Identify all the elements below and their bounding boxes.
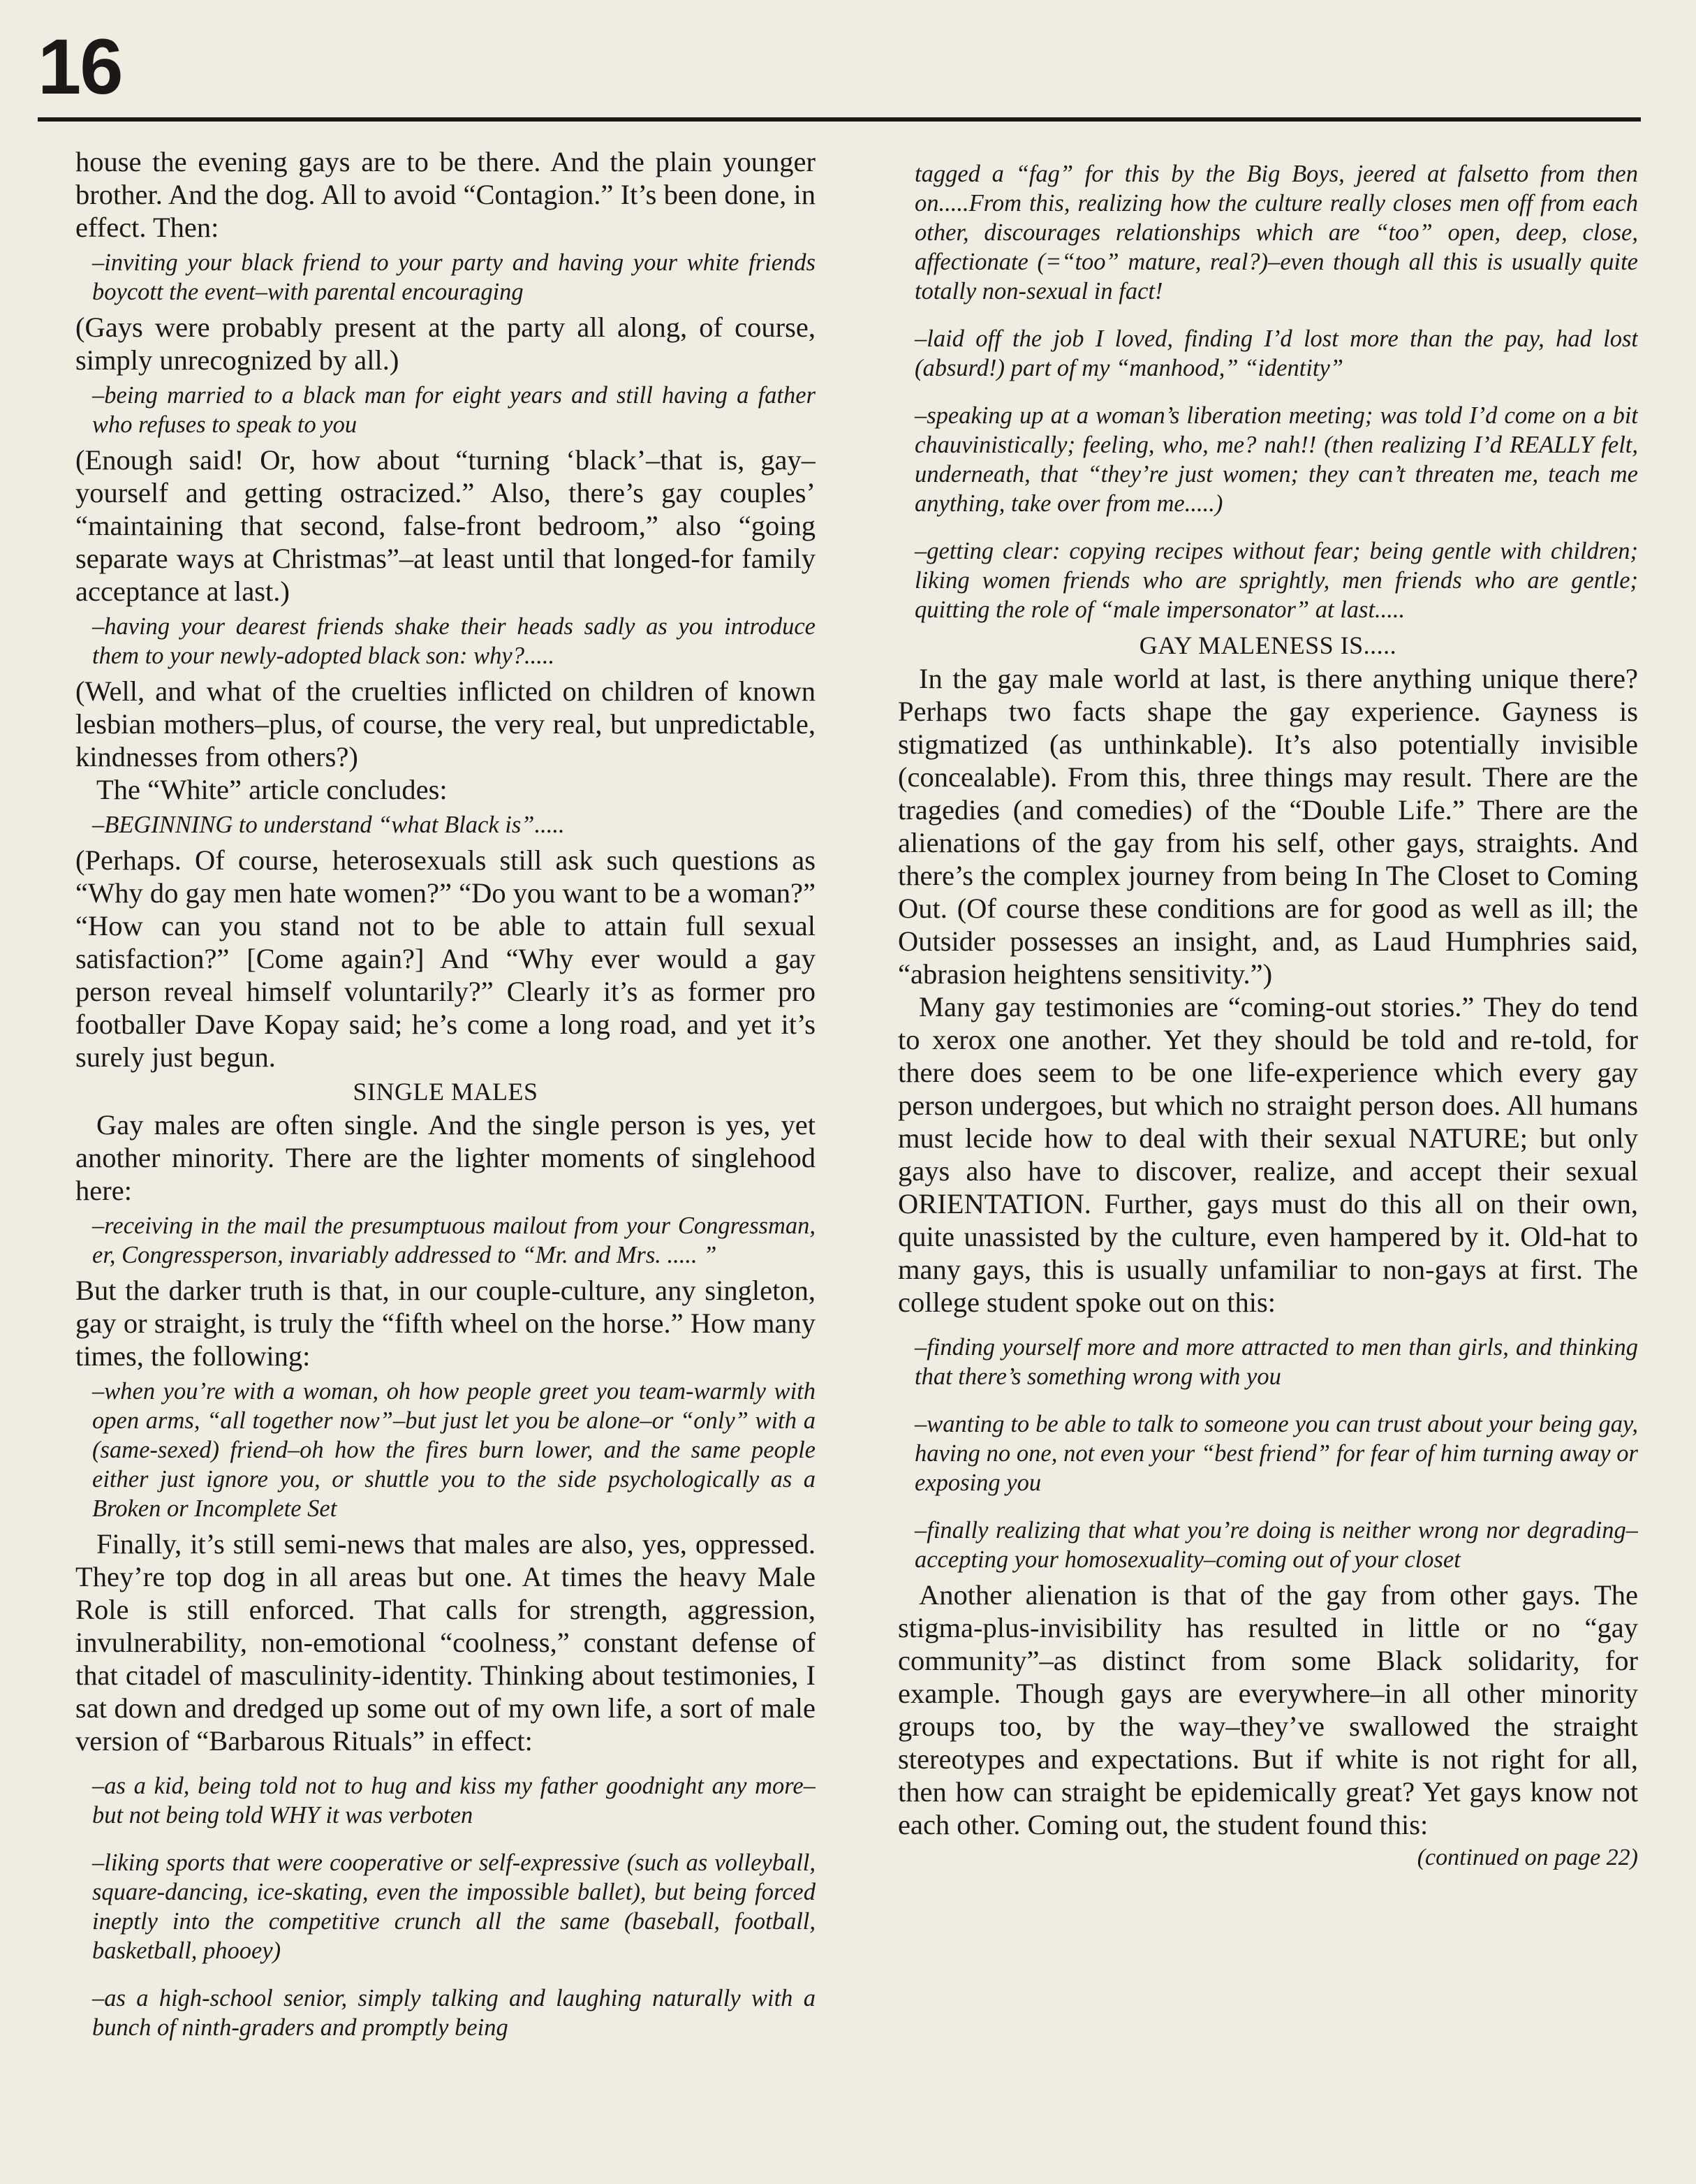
testimony-quote: –wanting to be able to talk to someone you can trust about your being gay, having no one, not even your “best friend” for fear of him turning away or exposing you (915, 1411, 1638, 1496)
testimony-quote: –as a kid, being told not to hug and kiss my father goodnight any more–but not being told WHY it was verboten (92, 1773, 816, 1828)
body-paragraph: Finally, it’s still semi-news that males are also, yes, oppressed. They’re top dog in all areas but one. At times the heavy Male Role is still enforced. That calls for strength, aggression, invulnerability, non-emotional “coolness,” constant defense of that citadel of masculinity-identity. Thinking about testimonies, I sat down and dredged up some out of my own life, a sort of male version of “Barbarous Rituals” in effect: (75, 1528, 816, 1757)
body-paragraph: (Enough said! Or, how about “turning ‘black’–that is, gay–yourself and getting ostracized.” Also, there’s gay couples’ “maintaining that second, false-front bedroom,” also “going separate ways at Christmas”–at least until that longed-for family acceptance at last.) (75, 444, 816, 607)
testimony-quote: tagged a “fag” for this by the Big Boys, jeered at falsetto from then on.....From this, realizing how the culture really closes men off from each other, discourages relationships which are “too” open, deep, close, affectionate (=“too” mature, real?)–even though all this is usually quite totally non-sexual in fact! (915, 161, 1638, 305)
testimony-quote: –liking sports that were cooperative or self-expressive (such as volleyball, square-dancing, ice-skating, even the impossible ballet), but being forced ineptly into the competitive crunch all the same (baseball, football, basketball, phooey) (92, 1849, 816, 1964)
body-paragraph: (Gays were probably present at the party all along, of course, simply unrecognized by all.) (75, 312, 816, 376)
section-heading: GAY MALENESS IS..... (1139, 631, 1397, 659)
body-paragraph: In the gay male world at last, is there anything unique there? Perhaps two facts shape the gay experience. Gayness is stigmatized (as unthinkable). It’s also potentially invisible (concealable). From this, three things may result. There are the tragedies (and comedies) of the “Double Life.” There are the alienations of the gay from his self, other gays, straights. And there’s the complex journey from being In The Closet to Coming Out. (Of course these conditions are for good as well as ill; the Outsider possesses an insight, and, as Laud Humphries said, “abrasion heightens sensitivity.”) (898, 663, 1638, 990)
testimony-quote: –speaking up at a woman’s liberation meeting; was told I’d come on a bit chauvinistically; feeling, who, me? nah!! (then realizing I’d REALLY felt, underneath, that “they’re just women; they can’t threaten me, teach me anything, take over from me.....) (915, 402, 1638, 517)
header-rule (38, 117, 1641, 122)
testimony-quote: –receiving in the mail the presumptuous mailout from your Congressman, er, Congressperson, invariably addressed to “Mr. and Mrs. ..... ” (92, 1212, 816, 1268)
page-number: 16 (38, 23, 122, 110)
body-paragraph: But the darker truth is that, in our couple-culture, any singleton, gay or straight, is truly the “fifth wheel on the horse.” How many times, the following: (75, 1275, 816, 1372)
testimony-quote: –having your dearest friends shake their heads sadly as you introduce them to your newly-adopted black son: why?..... (92, 613, 816, 669)
testimony-quote: –BEGINNING to understand “what Black is”..... (92, 812, 565, 838)
testimony-quote: –finally realizing that what you’re doing is neither wrong nor degrading–accepting your homosexuality–coming out of your closet (915, 1517, 1638, 1573)
section-heading: SINGLE MALES (353, 1078, 538, 1106)
body-paragraph: house the evening gays are to be there. And the plain younger brother. And the dog. All to avoid “Contagion.” It’s been done, in effect. Then: (75, 146, 816, 243)
body-paragraph: (Well, and what of the cruelties inflicted on children of known lesbian mothers–plus, of course, the very real, but unpredictable, kindnesses from others?) (75, 675, 816, 772)
testimony-quote: –getting clear: copying recipes without fear; being gentle with children; liking women friends who are sprightly, men friends who are gentle; quitting the role of “male impersonator” at last..... (915, 538, 1638, 623)
body-paragraph: Gay males are often single. And the single person is yes, yet another minority. There are the lighter moments of singlehood here: (75, 1109, 816, 1206)
left-column (75, 145, 816, 2157)
continued-note: (continued on page 22) (1417, 1845, 1638, 1870)
testimony-quote: –being married to a black man for eight years and still having a father who refuses to speak to you (92, 382, 816, 438)
body-paragraph: Another alienation is that of the gay from other gays. The stigma-plus-invisibility has resulted in little or no “gay community”–as distinct from some Black solidarity, for example. Though gays are everywhere–in all other minority groups too, by the way–they’ve swallowed the straight stereotypes and expectations. But if white is not right for all, then how can straight be epidemically great? Yet gays know not each other. Coming out, the student found this: (898, 1579, 1638, 1840)
right-column (898, 145, 1638, 2157)
testimony-quote: –laid off the job I loved, finding I’d lost more than the pay, had lost (absurd!) part of my “manhood,” “identity” (915, 325, 1638, 381)
body-paragraph: The “White” article concludes: (96, 774, 448, 805)
testimony-quote: –inviting your black friend to your party and having your white friends boycott the event–with parental encouraging (92, 249, 816, 305)
testimony-quote: –when you’re with a woman, oh how people greet you team-warmly with open arms, “all together now”–but just let you be alone–or “only” with a (same-sexed) friend–oh how the fires burn lower, and the same people either just ignore you, or shuttle you to the side psychologically as a Broken or Incomplete Set (92, 1378, 816, 1522)
testimony-quote: –as a high-school senior, simply talking and laughing naturally with a bunch of ninth-graders and promptly being (92, 1985, 816, 2041)
testimony-quote: –finding yourself more and more attracted to men than girls, and thinking that there’s something wrong with you (915, 1334, 1638, 1390)
body-paragraph: Many gay testimonies are “coming-out stories.” They do tend to xerox one another. Yet they should be told and re-told, for there does seem to be one life-experience which every gay person undergoes, but which no straight person does. All humans must lecide how to deal with their sexual NATURE; but only gays also have to discover, realize, and accept their sexual ORIENTATION. Further, gays must do this all on their own, quite unassisted by the culture, even hampered by it. Old-hat to many gays, this is usually unfamiliar to non-gays at first. The college student spoke out on this: (898, 991, 1638, 1318)
body-paragraph: (Perhaps. Of course, heterosexuals still ask such questions as “Why do gay men hate women?” “Do you want to be a woman?” “How can you stand not to be able to attain full sexual satisfaction?” [Come again?] And “Why ever would a gay person reveal himself voluntarily?” Clearly it’s as former pro footballer Dave Kopay said; he’s come a long road, and yet it’s surely just begun. (75, 844, 816, 1073)
